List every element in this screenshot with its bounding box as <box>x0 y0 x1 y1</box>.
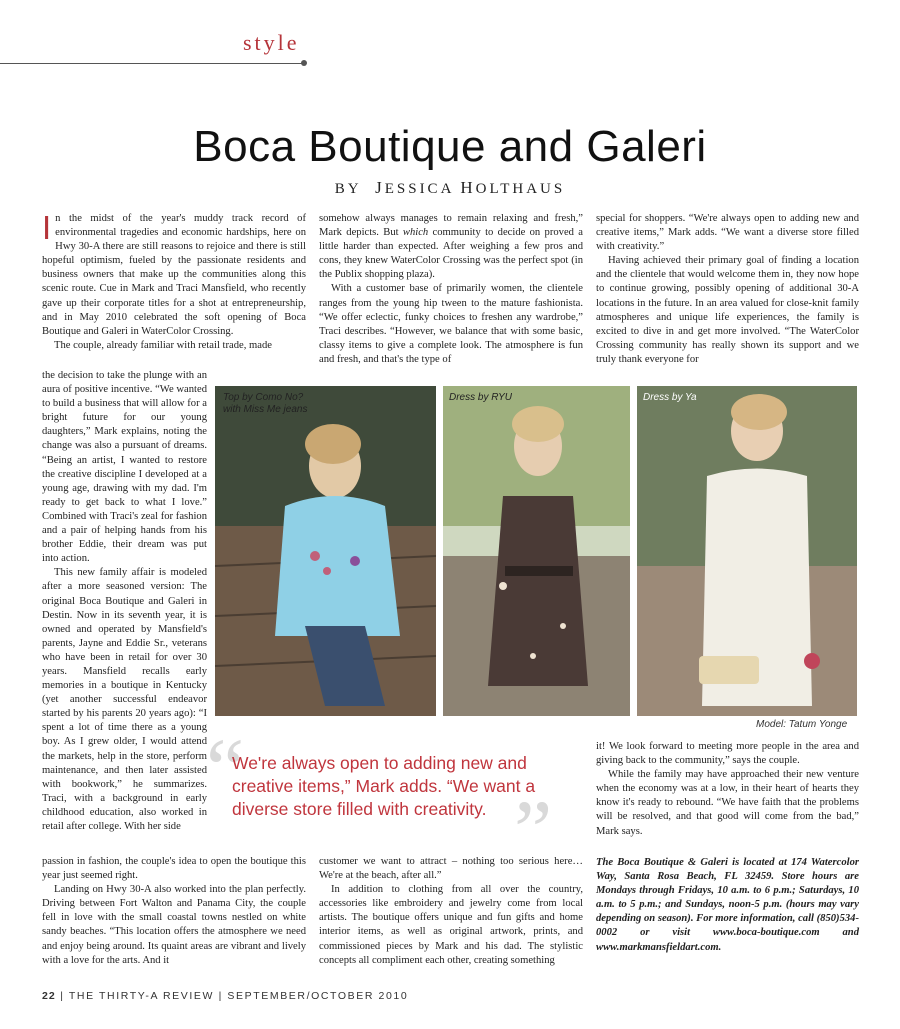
pull-quote: We're always open to adding new and creative items,” Mark adds. “We want a diverse store filled with creativity. <box>232 753 536 819</box>
col3-paragraph-2: Having achieved their primary goal of finding a location and the clientele that would welcome them in, they now hope to continue growing, possibly opening of additional 30-A locations in the future. In an area valued for close-knit family atmospheres and unique life experiences, the family is excited to dive in and get more involved. “The WaterColor Crossing community has really shown its support and we truly thank everyone for <box>596 255 859 365</box>
col2-paragraph-4: In addition to clothing from all over the country, accessories like embroidery and jewelry come from local artists. The boutique offers unique and fun gifts and home interior items, as well as original artwork, prints, and commissioned pieces by Mark and his dad. The stylistic concepts all compliment each other, creating something <box>319 884 583 966</box>
byline-initial-2: H <box>460 178 476 197</box>
caption-photo-3: Dress by Ya <box>643 392 697 403</box>
column-2-top <box>319 212 583 367</box>
photo-ryu-image <box>443 386 630 716</box>
model-credit: Model: Tatum Yonge <box>756 719 848 730</box>
col2-paragraph-3: customer we want to attract – nothing too serious here… We're at the beach, after all.” <box>319 856 583 882</box>
page-footer <box>42 990 408 1002</box>
col3-paragraph-4: While the family may have approached their new venture when the economy was at a low, in their heart of hearts they know it's ready to rebound. “We have faith that the problems will be resolved, and that good will come from the bad,” Mark says. <box>596 769 859 837</box>
col1-paragraph-2-rest: the decision to take the plunge with an aura of positive incentive. “We wanted to build a business that will allow for a bright future for our young daughters,” Mark explains, noting the change was also a pursuant of dreams. “Being an artist, I wanted to restore the creative discipline I developed at a young age, drawing with my dad. I'm ready to get back to what I love.” Combined with Traci's zeal for fashion and a pair of helping hands from his brother Eddie, their dream was put into action. <box>42 370 207 565</box>
page-number: 22 <box>42 990 56 1002</box>
photo-ya <box>637 386 857 716</box>
column-3-middle <box>596 740 859 839</box>
close-quote-icon: ” <box>514 782 553 878</box>
col1-paragraph-3: This new family affair is modeled after a more seasoned version: The original Boca Boutique and Galeri in Destin. Now in its seventh year, it is owned and operated by Mansfield's parents, Jayne and Eddie Sr., veterans who have been in retail for over 30 years. Mansfield recalls early memories in a boutique in Kentucky (yet another successful endeavor started by his parents 20 years ago): “I spent a lot of time there as a young boy. As I grew older, I would attend the markets, help in the store, perform maintenance, and then later assisted with bookwork,” he summarizes. Traci, with a background in early childhood education, also worked in retail after college. With her side <box>42 567 207 832</box>
byline-initial-1: J <box>375 178 385 197</box>
caption-photo-2: Dress by RYU <box>449 392 512 403</box>
caption-photo-1-line-1: Top by Como No? <box>223 392 304 403</box>
open-quote-icon: “ <box>206 720 245 816</box>
col1-paragraph-1: n the midst of the year's muddy track record of environmental tragedies and economic hardships, here on Hwy 30-A there are still reasons to rejoice and there is still hopeful optimism, fueled by the passionate residents and business owners that make up the communities along this scenic route. Cue in Mark and Traci Mansfield, who recently gave up their corporate titles for a shot at entrepreneurship, and in May 2010 celebrated the soft opening of Boca Boutique and Galeri in WaterColor Crossing. <box>42 213 306 337</box>
byline <box>0 178 900 198</box>
col2-paragraph-1 <box>319 212 583 282</box>
col1-paragraph-3-end: passion in fashion, the couple's idea to open the boutique this year just seemed right. <box>42 856 306 882</box>
photo-como-no <box>215 386 436 716</box>
column-3-top <box>596 212 859 367</box>
photo-como-no-image <box>215 386 436 716</box>
column-1-top <box>42 209 306 353</box>
issue-date: SEPTEMBER/OCTOBER 2010 <box>227 990 409 1002</box>
photo-ya-image <box>637 386 857 716</box>
photo-ryu <box>443 386 630 716</box>
caption-photo-1 <box>223 392 307 416</box>
col2-paragraph-2: With a customer base of primarily women, the clientele ranges from the young hip tween to the mature fashionista. “We offer eclectic, funky choices to freshen any wardrobe,” Traci describes. “However, we balance that with some basic, classy items to give a complete look. The atmosphere is fun and fresh, and that's the type of <box>319 283 583 365</box>
footer-separator-2: | <box>218 990 223 1002</box>
drop-cap: I <box>42 209 52 246</box>
byline-by: BY <box>334 181 362 197</box>
col2-p1-emphasis: which <box>402 227 429 239</box>
column-1-bottom <box>42 855 306 968</box>
byline-rest-1: ESSICA <box>384 181 454 197</box>
section-label: style <box>243 30 300 55</box>
col2-p1-a: somehow always manages to remain relaxing and fresh,” Mark depicts. But <box>319 213 583 239</box>
column-1-narrow <box>42 369 207 834</box>
col1-paragraph-4: Landing on Hwy 30-A also worked into the plan perfectly. Driving between Fort Walton and Panama City, the couple fell in love with the small coastal towns nestled on white sandy beaches. “This location offers the atmosphere we need and enjoy being around. Its quaint areas are vibrant and lively with a love for the arts. And it <box>42 884 306 966</box>
col1-paragraph-2-start: The couple, already familiar with retail trade, made <box>54 339 272 351</box>
article-title: Boca Boutique and Galeri <box>193 122 707 171</box>
publication-name: THE THIRTY-A REVIEW <box>68 990 215 1002</box>
footer-separator-1: | <box>60 990 65 1002</box>
header-rule <box>0 63 305 64</box>
col3-paragraph-1: special for shoppers. “We're always open to adding new and creative items,” Mark adds. “We want a diverse store filled with creativity.” <box>596 213 859 253</box>
caption-photo-1-line-2: with Miss Me jeans <box>223 404 308 415</box>
col3-paragraph-3: it! We look forward to meeting more people in the area and giving back to the community,” says the couple. <box>596 741 859 767</box>
header-rule-dot <box>301 60 307 66</box>
col2-p1-b: community to decide on proved a little harder than expected. After weighing a few pros and cons, they knew WaterColor Crossing was the perfect spot (in the Publix shopping plaza). <box>319 227 583 281</box>
byline-rest-2: OLTHAUS <box>475 181 566 197</box>
store-info: The Boca Boutique & Galeri is located at 174 Watercolor Way, Santa Rosa Beach, FL 32459. Store hours are Mondays through Fridays, 10 a.m. to 6 p.m.; Saturdays, 10 a.m. to 5 p.m.; and Sundays, noon-5 p.m. (hours may vary depending on season). For more information, call (850)534-0002 or visit www.boca-boutique.com and www.markmansfieldart.com. <box>596 857 859 953</box>
